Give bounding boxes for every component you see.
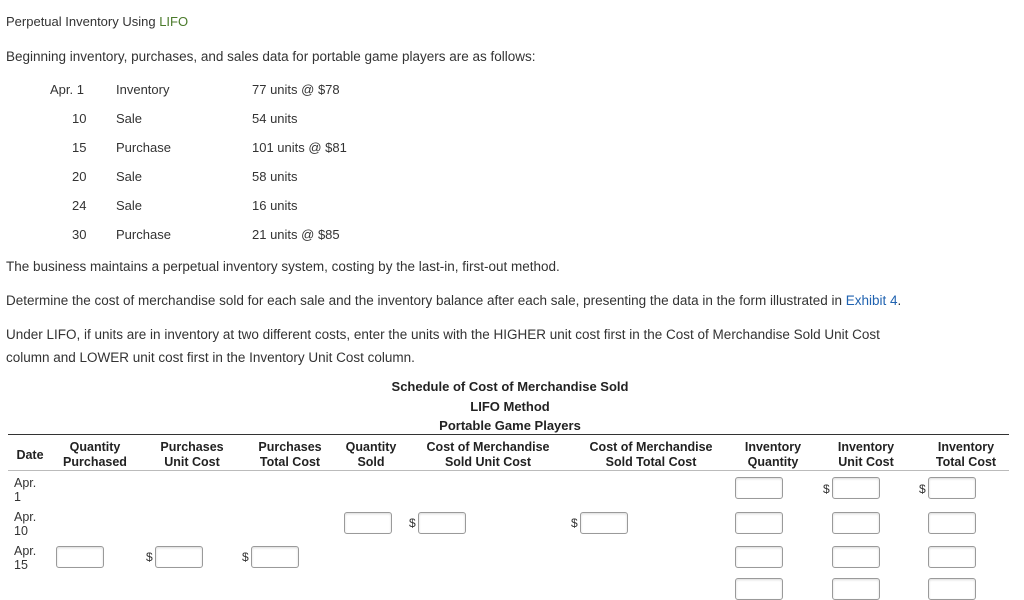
row-date: Apr. 1: [14, 476, 37, 504]
inv-qty-input[interactable]: [735, 477, 783, 499]
inv-unit-cost-input[interactable]: [832, 578, 880, 600]
purch-total-cost-input[interactable]: [251, 546, 299, 568]
inv-qty-input[interactable]: [735, 546, 783, 568]
currency-symbol: $: [146, 550, 153, 564]
tx-type: Sale: [116, 169, 143, 184]
inv-total-cost-input[interactable]: [928, 578, 976, 600]
tx-detail: 101 units @ $81: [252, 140, 347, 155]
qty-sold-input[interactable]: [344, 512, 392, 534]
col-inv-unit-cost: Inventory Unit Cost: [837, 440, 895, 469]
inv-total-cost-input[interactable]: [928, 546, 976, 568]
tx-type: Sale: [116, 111, 143, 126]
tx-date: Apr. 1: [50, 82, 84, 97]
cogs-unit-cost-input[interactable]: [418, 512, 466, 534]
tx-detail: 21 units @ $85: [252, 227, 340, 242]
tx-type: Sale: [116, 198, 143, 213]
tx-detail: 16 units: [252, 198, 298, 213]
row-date: Apr. 15: [14, 544, 37, 572]
col-qty-sold: Quantity Sold: [345, 440, 397, 469]
tx-date: 24: [72, 198, 87, 213]
col-purch-total-cost: Purchases Total Cost: [258, 440, 322, 469]
inv-unit-cost-input[interactable]: [832, 546, 880, 568]
currency-symbol: $: [242, 550, 249, 564]
tx-detail: 77 units @ $78: [252, 82, 340, 97]
inv-total-cost-input[interactable]: [928, 512, 976, 534]
col-inv-qty: Inventory Quantity: [744, 440, 802, 469]
col-cogs-total-cost: Cost of Merchandise Sold Total Cost: [589, 440, 713, 469]
table-top-rule: [8, 434, 1009, 435]
inv-unit-cost-input[interactable]: [832, 477, 880, 499]
tx-date: 20: [72, 169, 87, 184]
method-paragraph: The business maintains a perpetual inventory system, costing by the last-in, first-out method.: [6, 259, 560, 274]
col-qty-purchased: Quantity Purchased: [63, 440, 127, 469]
tx-detail: 58 units: [252, 169, 298, 184]
inv-qty-input[interactable]: [735, 578, 783, 600]
lifo-note-line2: column and LOWER unit cost first in the Inventory Unit Cost column.: [6, 350, 415, 365]
tx-type: Purchase: [116, 140, 171, 155]
header-bottom-rule: [8, 470, 1009, 471]
instruction-paragraph: Determine the cost of merchandise sold for each sale and the inventory balance after each sale, presenting the data in the form illustrated in Exhibit 4.: [6, 293, 902, 308]
currency-symbol: $: [571, 516, 578, 530]
qty-purchased-input[interactable]: [56, 546, 104, 568]
col-inv-total-cost: Inventory Total Cost: [935, 440, 997, 469]
schedule-item: Portable Game Players: [439, 418, 581, 433]
schedule-title: Schedule of Cost of Merchandise Sold: [391, 379, 629, 394]
row-date: Apr. 10: [14, 510, 37, 538]
purch-unit-cost-input[interactable]: [155, 546, 203, 568]
inv-total-cost-input[interactable]: [928, 477, 976, 499]
inv-qty-input[interactable]: [735, 512, 783, 534]
tx-detail: 54 units: [252, 111, 298, 126]
currency-symbol: $: [919, 482, 926, 496]
schedule-method: LIFO Method: [470, 399, 550, 414]
intro-text: Beginning inventory, purchases, and sales data for portable game players are as follows:: [6, 49, 536, 64]
page-title: Perpetual Inventory Using LIFO: [6, 14, 189, 29]
tx-type: Inventory: [116, 82, 170, 97]
col-cogs-unit-cost: Cost of Merchandise Sold Unit Cost: [426, 440, 550, 469]
col-purch-unit-cost: Purchases Unit Cost: [160, 440, 224, 469]
inv-unit-cost-input[interactable]: [832, 512, 880, 534]
tx-date: 10: [72, 111, 87, 126]
col-date: Date: [16, 448, 44, 462]
lifo-link[interactable]: LIFO: [159, 14, 189, 29]
tx-type: Purchase: [116, 227, 171, 242]
lifo-note-line1: Under LIFO, if units are in inventory at two different costs, enter the units with the HIGHER unit cost first in the Cost of Merchandise Sold Unit Cost: [6, 327, 880, 342]
currency-symbol: $: [823, 482, 830, 496]
tx-date: 15: [72, 140, 87, 155]
tx-date: 30: [72, 227, 87, 242]
cogs-total-cost-input[interactable]: [580, 512, 628, 534]
currency-symbol: $: [409, 516, 416, 530]
exhibit-link[interactable]: Exhibit 4: [845, 293, 898, 308]
